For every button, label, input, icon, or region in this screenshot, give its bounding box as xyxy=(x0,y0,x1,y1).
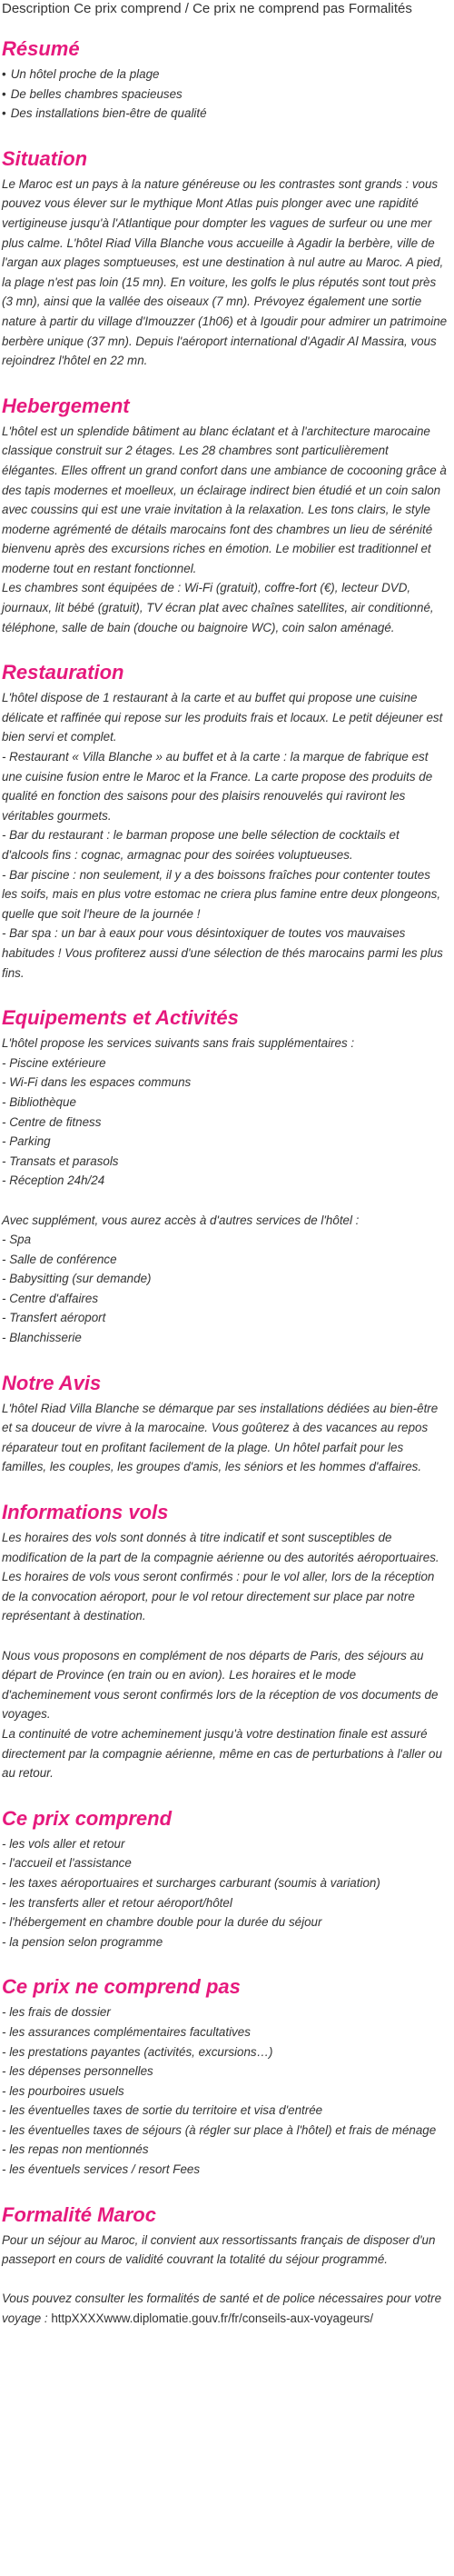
list-item: - les taxes aéroportuaires et surcharges carburant (soumis à variation) xyxy=(2,1873,448,1893)
section-resume xyxy=(2,37,448,124)
section-hebergement xyxy=(2,394,448,638)
list-item: - l'accueil et l'assistance xyxy=(2,1853,448,1873)
list-item: - les pourboires usuels xyxy=(2,2082,448,2102)
list-item: - les éventuelles taxes de séjours (à régler sur place à l'hôtel) et frais de ménage xyxy=(2,2121,448,2141)
list-item: - Piscine extérieure xyxy=(2,1053,448,1073)
list-item: - les transferts aller et retour aéroport/hôtel xyxy=(2,1893,448,1913)
section-avis xyxy=(2,1372,448,1477)
section-prix-comprend xyxy=(2,1807,448,1952)
list-item: - les frais de dossier xyxy=(2,2002,448,2022)
equipements-intro-paid: Avec supplément, vous aurez accès à d'autres services de l'hôtel : xyxy=(2,1213,360,1227)
paragraph: - Bar spa : un bar à eaux pour vous désintoxiquer de toutes vos mauvaises habitudes ! Vous profiterez aussi d'une sélection de thés marocains parmi les plus fins. xyxy=(2,926,443,980)
list-item: - Centre d'affaires xyxy=(2,1289,448,1309)
section-title-avis: Notre Avis xyxy=(2,1371,102,1394)
section-title-resume: Résumé xyxy=(2,37,80,60)
section-title-hebergement: Hebergement xyxy=(2,394,130,417)
paragraph: La continuité de votre acheminement jusqu'à votre destination finale est assuré directement par la compagnie aérienne, même en cas de perturbations à l'aller ou au retour. xyxy=(2,1726,442,1781)
section-title-vols: Informations vols xyxy=(2,1501,169,1524)
list-item: - les dépenses personnelles xyxy=(2,2062,448,2082)
formalite-text xyxy=(2,2231,448,2329)
list-item: - Babysitting (sur demande) xyxy=(2,1269,448,1289)
paragraph xyxy=(2,2289,448,2328)
vols-text xyxy=(2,1528,448,1783)
section-formalite xyxy=(2,2203,448,2329)
list-item: - Transfert aéroport xyxy=(2,1308,448,1328)
section-title-restauration: Restauration xyxy=(2,661,124,684)
list-item: • De belles chambres spacieuses xyxy=(2,85,448,105)
section-title-equipements: Equipements et Activités xyxy=(2,1006,239,1030)
section-restauration xyxy=(2,661,448,983)
equipements-intro: L'hôtel propose les services suivants sans frais supplémentaires : xyxy=(2,1036,355,1051)
prix-comprend-list xyxy=(2,1834,448,1952)
paragraph: L'hôtel est un splendide bâtiment au blanc éclatant et à l'architecture marocaine classique construit sur 2 étages. Les 28 chambres sont particulièrement élégantes. Elles offrent un grand confort dans une ambiance de cocooning grâce à des tapis modernes et moelleux, un éclairage indirect bien étudié et un coin salon avec coussins qui est une vraie invitation à la relaxation. Les tons clairs, le style moderne agrémenté de détails marocains font des chambres un lieu de sérénité bienvenu après des excursions riches en émotion. Le mobilier est traditionnel et moderne tout en restant fonctionnel. xyxy=(2,424,447,575)
list-item: - Bibliothèque xyxy=(2,1093,448,1113)
restauration-text xyxy=(2,688,448,983)
list-item: - Centre de fitness xyxy=(2,1113,448,1133)
list-item: - Parking xyxy=(2,1132,448,1152)
list-item: - les éventuelles taxes de sortie du territoire et visa d'entrée xyxy=(2,2101,448,2121)
section-title-situation: Situation xyxy=(2,146,88,170)
paragraph: Nous vous proposons en complément de nos départs de Paris, des séjours au départ de Province (en train ou en avion). Les horaires et le mode d'acheminement vous seront confirmés lors de la réception de vos documents de voyages. xyxy=(2,1648,439,1722)
list-item: - les éventuels services / resort Fees xyxy=(2,2160,448,2180)
paragraph: Pour un séjour au Maroc, il convient aux ressortissants français de disposer d'un passeport en cours de validité couvrant la totalité du séjour programmé. xyxy=(2,2232,436,2267)
free-services-list xyxy=(2,1053,448,1191)
avis-text: L'hôtel Riad Villa Blanche se démarque par ses installations dédiées au bien-être et sa douceur de vivre à la marocaine. Vous goûterez à des vacances au repos réparateur tout en profitant facilement de la plage. Un hôtel parfait pour les familles, les couples, les groupes d'amis, les séniors et les hommes d'affaires. xyxy=(2,1401,439,1474)
section-situation xyxy=(2,147,448,371)
section-equipements xyxy=(2,1006,448,1348)
paid-services-list xyxy=(2,1230,448,1348)
list-item: - Blanchisserie xyxy=(2,1328,448,1348)
hebergement-text xyxy=(2,422,448,638)
list-item: - les vols aller et retour xyxy=(2,1834,448,1854)
paragraph: L'hôtel dispose de 1 restaurant à la carte et au buffet qui propose une cuisine délicate et raffinée qui repose sur les produits frais et locaux. Le petit déjeuner est bien servi et complet. xyxy=(2,691,443,744)
list-item: - l'hébergement en chambre double pour la durée du séjour xyxy=(2,1912,448,1932)
list-item: - Spa xyxy=(2,1230,448,1250)
paragraph: - Bar du restaurant : le barman propose une belle sélection de cocktails et d'alcools fins : cognac, armagnac pour des soirées voluptueuses. xyxy=(2,828,400,862)
paragraph: - Bar piscine : non seulement, il y a des boissons fraîches pour contenter toutes les soifs, mais en plus votre estomac ne criera plus famine entre deux plongeons, quelle que soit l'heure de la journée ! xyxy=(2,867,441,921)
list-item: - les prestations payantes (activités, excursions…) xyxy=(2,2042,448,2062)
paragraph: - Restaurant « Villa Blanche » au buffet et à la carte : la marque de fabrique est une cuisine fusion entre le Maroc et la France. La carte propose des produits de qualité en fonction des saisons pour des plaisirs renouvelés qui raviront les véritables gourmets. xyxy=(2,750,433,823)
section-title-prix-ne-comprend: Ce prix ne comprend pas xyxy=(2,1975,241,1999)
paragraph: Les chambres sont équipées de : Wi-Fi (gratuit), coffre-fort (€), lecteur DVD, journaux, lit bébé (gratuit), TV écran plat avec chaînes satellites, air conditionné, téléphone, salle de bain (douche ou baignoire WC), coin salon aménagé. xyxy=(2,581,434,634)
formalite-link-intro: Vous pouvez consulter les formalités de santé et de police nécessaires pour votre voyage : xyxy=(2,2291,442,2326)
diplomatie-link[interactable]: httpXXXXwww.diplomatie.gouv.fr/fr/conseils-aux-voyageurs/ xyxy=(51,2311,374,2326)
prix-ne-comprend-list xyxy=(2,2002,448,2179)
section-title-prix-comprend: Ce prix comprend xyxy=(2,1806,173,1830)
resume-list xyxy=(2,65,448,124)
list-item: - Réception 24h/24 xyxy=(2,1171,448,1191)
situation-text: Le Maroc est un pays à la nature généreuse ou les contrastes sont grands : vous pouvez vous élever sur le mythique Mont Atlas puis plonger avec une rapidité vertigineuse jusqu'à l'Atlantique pour dompter les vagues de surfeur ou une mer plus calme. L'hôtel Riad Villa Blanche vous accueille à Agadir la berbère, ville de l'argan aux plages somptueuses, est une destination à nul autre au Maroc. A pied, la plage n'est pas loin (15 mn). En voiture, les golfs le plus réputés sont tout près (3 mn), ainsi que la vallée des oiseaux (7 mn). Prévoyez également une sortie nature à partir du village d'Imouzzer (1h06) et à Igoudir pour admirer un patrimoine berbère unique (37 mn). Depuis l'aéroport international d'Agadir Al Massira, vous rejoindrez l'hôtel en 22 mn. xyxy=(2,176,448,368)
paragraph: Les horaires de vols vous seront confirmés : pour le vol aller, lors de la réception de la convocation aéroport, pour le vol retour directement sur place par notre représentant à destination. xyxy=(2,1570,435,1623)
list-item: - Transats et parasols xyxy=(2,1152,448,1172)
list-item: - Salle de conférence xyxy=(2,1250,448,1270)
paragraph: Les horaires des vols sont donnés à titre indicatif et sont susceptibles de modification de la part de la compagnie aérienne ou des autorités aéroportuaires. xyxy=(2,1531,439,1564)
section-title-formalite: Formalité Maroc xyxy=(2,2202,156,2226)
section-prix-ne-comprend xyxy=(2,1975,448,2179)
list-item: • Un hôtel proche de la plage xyxy=(2,65,448,85)
list-item: - Wi-Fi dans les espaces communs xyxy=(2,1073,448,1093)
list-item: • Des installations bien-être de qualité xyxy=(2,104,448,124)
breadcrumb: Description Ce prix comprend / Ce prix ne comprend pas Formalités xyxy=(2,1,412,16)
section-vols xyxy=(2,1501,448,1783)
list-item: - la pension selon programme xyxy=(2,1932,448,1952)
list-item: - les assurances complémentaires facultatives xyxy=(2,2022,448,2042)
list-item: - les repas non mentionnés xyxy=(2,2140,448,2160)
